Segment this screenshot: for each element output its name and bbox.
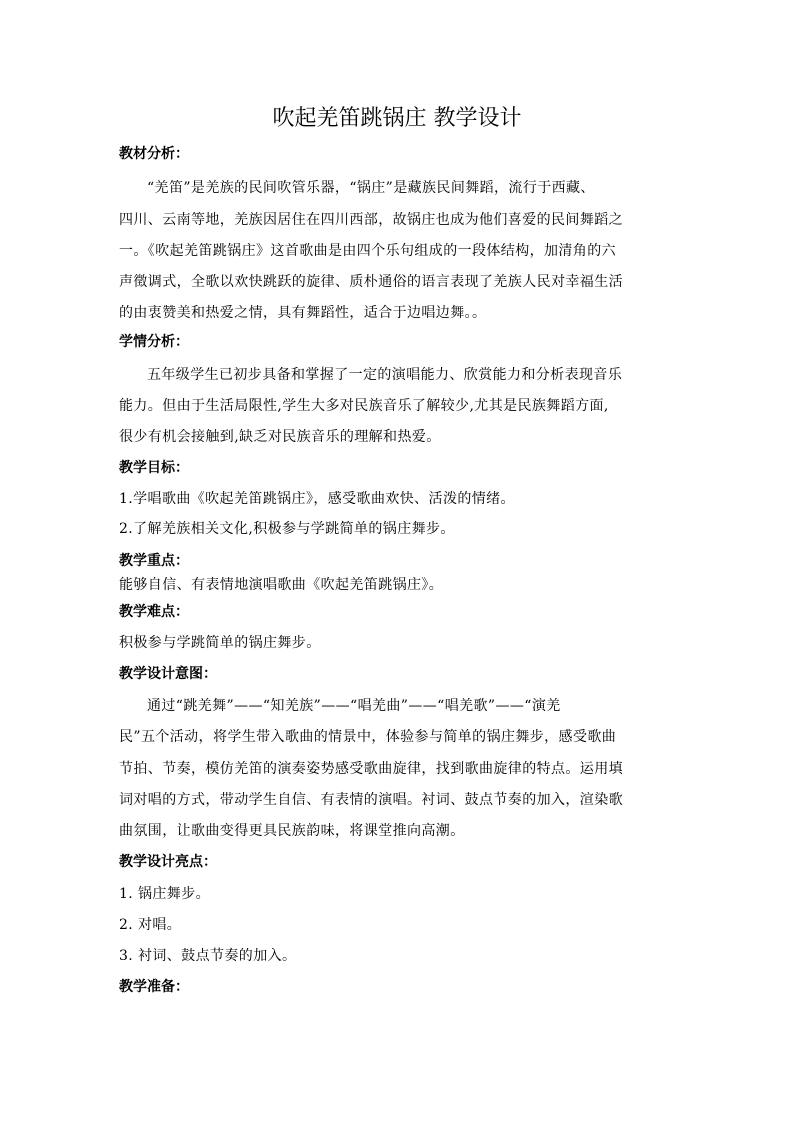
list-item: 2. 对唱。 (119, 917, 182, 933)
section-heading-goals: 教学目标： (119, 460, 189, 476)
paragraph-line: 节拍、节奏，模仿羌笛的演奏姿势感受歌曲旋律，找到歌曲旋律的特点。运用填 (119, 761, 623, 777)
paragraph-line: “羌笛”是羌族的民间吹管乐器，“锅庄”是藏族民间舞蹈，流行于西藏、 (147, 180, 595, 196)
paragraph-line: 积极参与学跳简单的锅庄舞步。 (119, 635, 321, 651)
section-heading-key-points: 教学重点： (119, 553, 189, 569)
paragraph-line: 能力。但由于生活局限性,学生大多对民族音乐了解较少,尤其是民族舞蹈方面, (119, 398, 609, 414)
section-heading-highlights: 教学设计亮点： (119, 854, 217, 870)
paragraph-line: 民”五个活动，将学生带入歌曲的情景中，体验参与简单的锅庄舞步，感受歌曲 (119, 729, 617, 745)
paragraph-line: 能够自信、有表情地演唱歌曲《吹起羌笛跳锅庄》。 (119, 577, 444, 593)
list-item: 2.了解羌族相关文化,积极参与学跳简单的锅庄舞步。 (119, 521, 455, 537)
section-heading-students: 学情分析： (119, 334, 189, 350)
paragraph-line: 四川、云南等地，羌族因居住在四川西部，故锅庄也成为他们喜爱的民间舞蹈之 (119, 212, 623, 228)
paragraph-line: 的由衷赞美和热爱之情，具有舞蹈性，适合于边唱边舞。。 (119, 305, 487, 321)
paragraph-line: 通过“跳羌舞”——“知羌族”——“唱羌曲”——“唱羌歌”——“演羌 (147, 698, 561, 714)
list-item: 1.学唱歌曲《吹起羌笛跳锅庄》，感受歌曲欢快、活泼的情绪。 (119, 491, 515, 507)
paragraph-line: 词对唱的方式，带动学生自信、有表情的演唱。衬词、鼓点节奏的加入，渲染歌 (119, 792, 623, 808)
list-item: 3. 衬词、鼓点节奏的加入。 (119, 948, 297, 964)
section-heading-difficulties: 教学难点： (119, 604, 189, 620)
section-heading-preparation: 教学准备： (119, 979, 189, 995)
document-title: 吹起羌笛跳锅庄 教学设计 (272, 106, 522, 131)
list-item: 1. 锅庄舞步。 (119, 886, 211, 902)
paragraph-line: 一。《吹起羌笛跳锅庄》这首歌曲是由四个乐句组成的一段体结构，加清角的六 (119, 243, 616, 259)
paragraph-line: 很少有机会接触到,缺乏对民族音乐的理解和热爱。 (119, 429, 441, 445)
paragraph-line: 五年级学生已初步具备和掌握了一定的演唱能力、欣赏能力和分析表现音乐 (147, 367, 623, 383)
section-heading-material: 教材分析： (119, 146, 189, 162)
paragraph-line: 曲氛围，让歌曲变得更具民族韵味，将课堂推向高潮。 (119, 823, 465, 839)
paragraph-line: 声徵调式，全歌以欢快跳跃的旋律、质朴通俗的语言表现了羌族人民对幸福生活 (119, 274, 623, 290)
section-heading-design-intent: 教学设计意图： (119, 666, 217, 682)
